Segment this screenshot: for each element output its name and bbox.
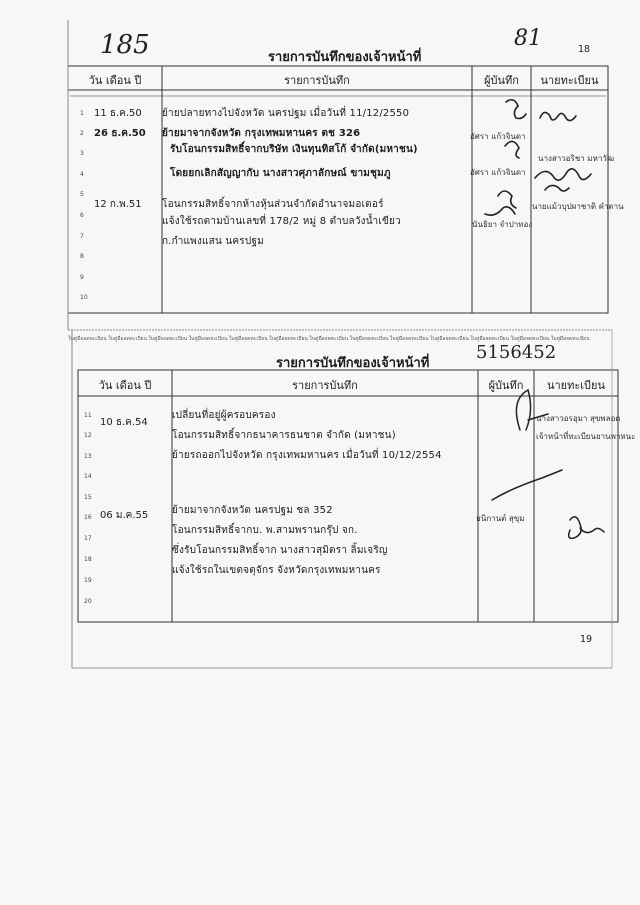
header-record: รายการบันทึก (292, 379, 358, 392)
registrar-signature: เจ้าหน้าที่ทะเบียนยานพาหนะ (536, 432, 636, 441)
header-date: วัน เดือน ปี (98, 379, 152, 392)
row-entry: ย้ายมาจากจังหวัด นครปฐม ชล 352 (172, 505, 333, 516)
line-number: 6 (80, 212, 84, 219)
row-entry: ซึ่งรับโอนกรรมสิทธิ์จาก นางสาวสุมิตรา ลิ้มเจริญ (172, 545, 388, 556)
line-number: 7 (80, 233, 84, 240)
line-number: 11 (84, 412, 92, 419)
row-date: 06 ม.ค.55 (100, 510, 149, 521)
line-number: 12 (84, 432, 92, 439)
row-date: 12 ก.พ.51 (94, 199, 142, 210)
recorder-signature: อัศรา แก้วจินดา (470, 168, 526, 177)
row-date: 10 ธ.ค.54 (100, 417, 148, 428)
line-number: 15 (84, 494, 92, 501)
row-entry: โดยยกเลิกสัญญากับ นางสาวศุภาลักษณ์ ขามชุมภู (170, 168, 391, 179)
handwritten-page-number: 81 (514, 26, 542, 51)
line-number: 13 (84, 453, 92, 460)
row-entry: ย้ายปลายทางไปจังหวัด นครปฐม เมื่อวันที่ 11/12/2550 (162, 108, 410, 119)
header-record: รายการบันทึก (284, 74, 350, 87)
row-entry: ย้ายมาจากจังหวัด กรุงเทพมหานคร ตช 326 (162, 128, 361, 139)
line-number: 4 (80, 171, 84, 178)
section-2-page-number: 19 (580, 634, 593, 645)
row-entry: ย้ายรถออกไปจังหวัด กรุงเทพมหานคร เมื่อวันที่ 10/12/2554 (172, 450, 442, 461)
row-entry: ก.กำแพงแสน นครปฐม (162, 236, 264, 247)
row-entry: รับโอนกรรมสิทธิ์จากบริษัท เงินทุนทิสโก้ จำกัด(มหาชน) (170, 144, 418, 155)
section-2-title: รายการบันทึกของเจ้าหน้าที่ (276, 356, 430, 371)
row-entry: แจ้งใช้รถในเขตจตุจักร จังหวัดกรุงเทพมหานคร (172, 565, 381, 576)
registrar-signature: นางสาวอริชา มหาวัฒ (538, 154, 615, 163)
header-recorder: ผู้บันทึก (488, 379, 524, 392)
registrar-signature: นายแม้วบุปผาชาติ คำดาน (532, 202, 624, 211)
line-number: 17 (84, 535, 92, 542)
perforation-strip: ใบคู่มือจดทะเบียน ใบคู่มือจดทะเบียน ใบคู่มือจดทะเบียน ใบคู่มือจดทะเบียน ใบคู่มือจดทะเบียน ใบคู่มือจดทะเบียน ใบคู่มือจดทะเบียน ใบคู่มือจดทะเบียน ใบคู่มือจดทะเบียน ใบคู่มือจดทะเบียน ใบคู่มือจดทะเบียน ใบคู่มือจดทะเบียน ใบคู่มือจดทะเบียน (68, 336, 590, 342)
recorder-signature: ธนิกานต์ สุขุม (476, 514, 525, 523)
line-number: 8 (80, 253, 84, 260)
line-number: 19 (84, 577, 92, 584)
section-1-page-number: 18 (578, 44, 591, 55)
section-1-title: รายการบันทึกของเจ้าหน้าที่ (268, 50, 422, 65)
row-date: 26 ธ.ค.50 (94, 128, 146, 139)
line-number: 18 (84, 556, 92, 563)
header-registrar: นายทะเบียน (540, 74, 599, 87)
line-number: 20 (84, 598, 92, 605)
header-registrar: นายทะเบียน (546, 379, 605, 392)
handwritten-file-number: 185 (100, 30, 150, 60)
recorder-signature: อัศรา แก้วจินดา (470, 132, 526, 141)
row-entry: โอนกรรมสิทธิ์จากธนาคารธนชาต จำกัด (มหาชน) (172, 430, 396, 441)
line-number: 9 (80, 274, 84, 281)
line-number: 5 (80, 191, 84, 198)
header-date: วัน เดือน ปี (88, 74, 142, 87)
row-entry: เปลี่ยนที่อยู่ผู้ครอบครอง (172, 410, 276, 421)
line-number: 10 (80, 294, 88, 301)
row-entry: โอนกรรมสิทธิ์จากบ. พ.สามพรานกรุ๊ป จก. (172, 525, 358, 536)
line-number: 2 (80, 130, 84, 137)
line-number: 16 (84, 514, 92, 521)
line-number: 1 (80, 110, 84, 117)
header-recorder: ผู้บันทึก (484, 74, 519, 87)
recorder-signature: นันธิยา จำปาทอง (472, 220, 533, 229)
line-number: 3 (80, 150, 84, 157)
row-date: 11 ธ.ค.50 (94, 108, 142, 119)
line-number: 14 (84, 473, 92, 480)
row-entry: แจ้งใช้รถตามบ้านเลขที่ 178/2 หมู่ 8 ตำบลวังน้ำเขียว (162, 216, 401, 227)
recorder-signature: นางสาวอรอุมา สุขพลอด (536, 414, 621, 423)
row-entry: โอนกรรมสิทธิ์จากห้างหุ้นส่วนจำกัดอำนาจมอเตอร์ (162, 199, 384, 210)
stamp-number: 5156452 (476, 342, 557, 363)
